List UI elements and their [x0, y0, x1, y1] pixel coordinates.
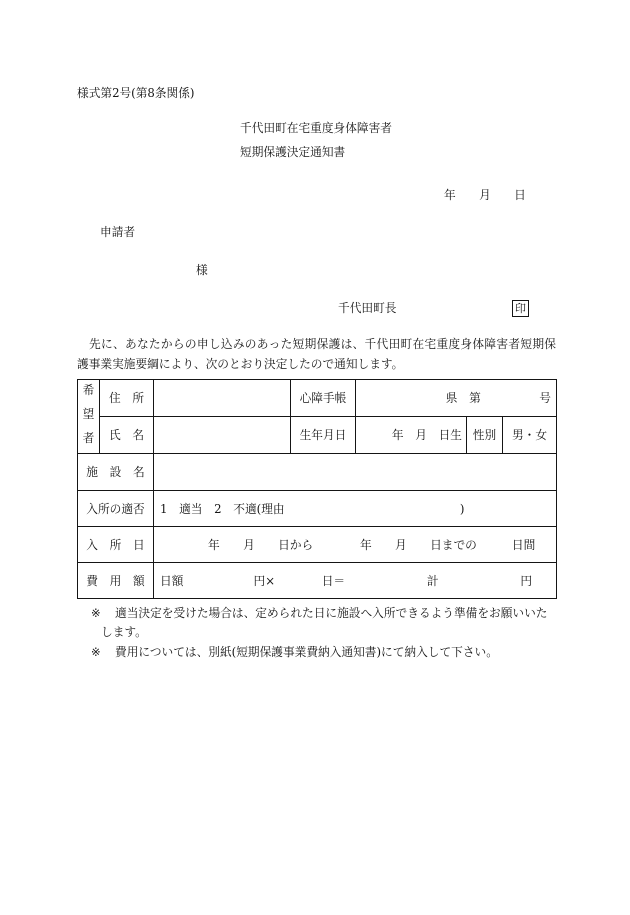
facility-field	[154, 454, 557, 491]
intro-line-2: 護事業実施要綱により、次のとおり決定したので通知します。	[77, 357, 404, 371]
row-facility	[78, 454, 557, 491]
birthdate-label: 生年月日	[291, 417, 356, 454]
sex-options: 男・女	[503, 417, 557, 454]
address-label: 住 所	[100, 380, 154, 417]
handbook-number-field: 県 第 号	[356, 380, 557, 417]
applicant-group-cell	[78, 380, 100, 454]
row-name	[78, 417, 557, 454]
honorific: 様	[196, 263, 208, 277]
suitability-field: 1 適当 2 不適(理由 )	[154, 491, 557, 527]
note-1-mark: ※	[91, 606, 101, 620]
row-admission	[78, 527, 557, 563]
note-2-line-1: 費用については、別紙(短期保護事業費納入通知書)にて納入して下さい。	[115, 645, 498, 659]
issue-date: 年 月 日	[444, 188, 526, 202]
title-line-1: 千代田町在宅重度身体障害者	[240, 121, 392, 135]
applicant-label: 申請者	[100, 225, 136, 239]
seal-mark: 印	[512, 300, 529, 317]
cost-field: 日額 円× 日＝ 計 円	[154, 563, 557, 599]
birthdate-field: 年 月 日生	[356, 417, 467, 454]
decision-table	[77, 379, 557, 599]
row-address	[78, 380, 557, 417]
cost-label: 費 用 額	[78, 563, 154, 599]
row-cost	[78, 563, 557, 599]
issuer-name: 千代田町長	[338, 301, 397, 315]
title-line-2: 短期保護決定通知書	[240, 145, 346, 159]
handbook-label: 心障手帳	[291, 380, 356, 417]
admission-label: 入 所 日	[78, 527, 154, 563]
suitability-label: 入所の適否	[78, 491, 154, 527]
note-1-line-2: します。	[101, 625, 147, 639]
name-field	[154, 417, 291, 454]
intro-line-1: 先に、あなたからの申し込みのあった短期保護は、千代田町在宅重度身体障害者短期保	[89, 337, 556, 351]
note-1-line-1: 適当決定を受けた場合は、定められた日に施設へ入所できるよう準備をお願いいた	[115, 606, 548, 620]
name-label: 氏 名	[100, 417, 154, 454]
note-2-mark: ※	[91, 645, 101, 659]
sex-label: 性別	[467, 417, 503, 454]
admission-period-field: 年 月 日から 年 月 日までの 日間	[154, 527, 557, 563]
facility-label: 施 設 名	[78, 454, 154, 491]
row-suitability	[78, 491, 557, 527]
applicant-group-label: 希望者	[82, 382, 95, 445]
form-number: 様式第2号(第8条関係)	[77, 86, 195, 100]
address-field	[154, 380, 291, 417]
